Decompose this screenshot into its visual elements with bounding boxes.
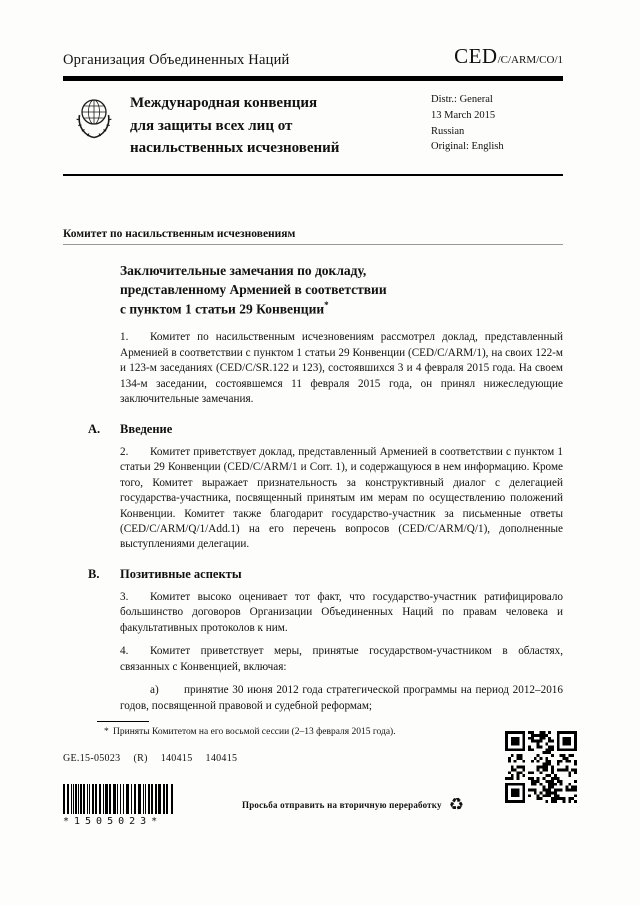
document-title bbox=[120, 261, 563, 319]
footnote-separator-rule bbox=[97, 721, 149, 722]
ge-document-number bbox=[63, 753, 250, 764]
recycle-note bbox=[242, 796, 464, 813]
paragraph-number: 3. bbox=[120, 590, 129, 603]
distribution-info bbox=[431, 92, 563, 155]
barcode-text: *1505023* bbox=[63, 816, 163, 827]
section-b-heading bbox=[88, 567, 563, 582]
paragraph-text: Комитет высоко оценивает тот факт, что государство-участник ратифицировало большинство договоров Организации Объединенных Наций по правам человека и факультативных протоколов к ним. bbox=[120, 590, 563, 634]
masthead bbox=[63, 81, 563, 176]
recycle-text: Просьба отправить на вторичную переработку bbox=[242, 799, 442, 810]
paragraph-2 bbox=[120, 445, 563, 553]
language-line: Russian bbox=[431, 125, 465, 137]
ge-date-1: 140415 bbox=[160, 753, 193, 764]
section-title: Позитивные аспекты bbox=[120, 566, 242, 581]
document-symbol bbox=[454, 44, 563, 69]
subparagraph-a bbox=[120, 683, 563, 714]
paragraph-4 bbox=[120, 644, 563, 675]
ge-language: (R) bbox=[133, 753, 148, 764]
committee-heading: Комитет по насильственным исчезновениям bbox=[63, 228, 563, 245]
footnote-marker: * bbox=[104, 727, 109, 737]
un-emblem-icon bbox=[71, 93, 117, 143]
convention-title-line: насильственных исчезновений bbox=[130, 140, 340, 156]
section-a-heading bbox=[88, 422, 563, 437]
page-header bbox=[63, 44, 563, 81]
paragraph-number: 2. bbox=[120, 445, 129, 458]
section-letter: A. bbox=[88, 421, 101, 436]
document-title-line: представленному Арменией в соответствии bbox=[120, 281, 387, 297]
paragraph-text: Комитет приветствует доклад, представленный Арменией в соответствии с пунктом 1 статьи 29 Конвенции (CED/C/ARM/1 и Corr. 1), и содержащуюся в нем информацию. Кроме того, Комитет выражает признательность за конструктивный диалог с делегацией государства-участника, посвященный принятым им мерам по осуществлению положений Конвенции. Комитет также благодарит государство-участник за письменные ответы (CED/C/ARM/Q/1/Add.1) на его перечень вопросов (CED/C/ARM/Q/1), дополненные выступлениями делегации. bbox=[120, 445, 563, 551]
paragraph-1 bbox=[120, 330, 563, 407]
convention-title-line: Международная конвенция bbox=[130, 95, 318, 111]
date-line: 13 March 2015 bbox=[431, 109, 496, 121]
document-title-line-text: с пунктом 1 статьи 29 Конвенции bbox=[120, 301, 325, 317]
distr-line: Distr.: General bbox=[431, 94, 493, 105]
convention-title-line: для защиты всех лиц от bbox=[130, 117, 293, 134]
paragraph-number: 1. bbox=[120, 331, 129, 344]
document-symbol-main: CED bbox=[454, 44, 498, 68]
footnote-text: Приняты Комитетом на его восьмой сессии (2–13 февраля 2015 года). bbox=[113, 727, 396, 737]
document-title-line: Заключительные замечания по докладу, bbox=[120, 262, 367, 278]
ge-code: GE.15-05023 bbox=[63, 753, 121, 764]
paragraph-3 bbox=[120, 590, 563, 636]
footnote-reference: * bbox=[324, 299, 329, 310]
subparagraph-letter: а) bbox=[150, 684, 159, 697]
qr-code bbox=[505, 731, 577, 803]
section-title: Введение bbox=[120, 421, 173, 436]
recycle-icon: ♻ bbox=[448, 795, 465, 814]
ge-date-2: 140415 bbox=[205, 753, 238, 764]
original-language-line: Original: English bbox=[431, 141, 504, 153]
subparagraph-text: принятие 30 июня 2012 года стратегической программы на период 2012–2016 годов, посвященной правовой и судебной реформам; bbox=[120, 684, 563, 712]
barcode bbox=[63, 784, 179, 827]
paragraph-number: 4. bbox=[120, 645, 129, 658]
paragraph-text: Комитет по насильственным исчезновениям рассмотрел доклад, представленный Арменией в соответствии с пунктом 1 статьи 29 Конвенции (CED/C/ARM/1), на своих 122-м и 123-м заседаниях (CED/C/SR.122 и 123), состоявшихся 3 и 4 февраля 2015 года. На своем 134-м заседании, состоявшемся 11 февраля 2015 года, он принял нижеследующие заключительные замечания. bbox=[120, 331, 563, 406]
convention-title bbox=[130, 92, 339, 160]
document-title-line bbox=[120, 299, 563, 319]
organization-name: Организация Объединенных Наций bbox=[63, 52, 290, 68]
document-symbol-rest: /C/ARM/CO/1 bbox=[497, 54, 563, 66]
section-letter: B. bbox=[88, 566, 100, 581]
footnote bbox=[100, 727, 480, 737]
paragraph-text: Комитет приветствует меры, принятые государством-участником в областях, связанных с Конвенцией, включая: bbox=[120, 645, 563, 673]
